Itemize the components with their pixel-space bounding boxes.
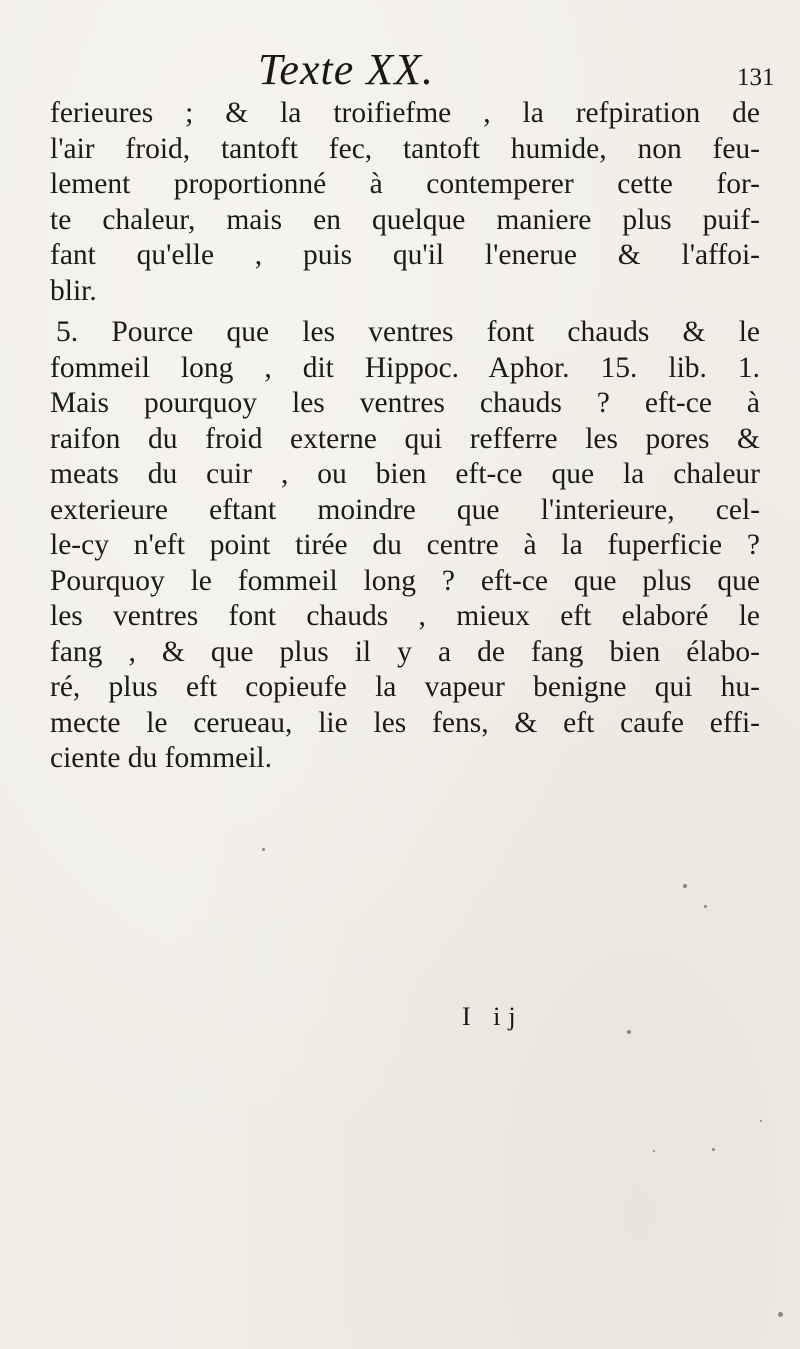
text-line: Pourquoy le fommeil long ? eft-ce que plus que — [50, 564, 760, 597]
paper-speck — [712, 1148, 715, 1151]
paragraph-2 — [50, 315, 760, 777]
text-line: ciente du fommeil. — [50, 742, 272, 774]
paper-speck — [683, 884, 687, 888]
text-line: 5. Pource que les ventres font chauds & le — [56, 316, 760, 348]
text-line: ré, plus eft copieufe la vapeur benigne qui hu- — [50, 671, 760, 703]
paper-speck — [704, 905, 707, 908]
text-line: l'air froid, tantoft fec, tantoft humide, non feu- — [50, 132, 760, 165]
body-text — [50, 96, 760, 777]
paper-speck — [627, 1030, 631, 1034]
text-line: raifon du froid externe qui refferre les pores & — [50, 422, 760, 455]
text-line: fang , & que plus il y a de fang bien élabo- — [50, 635, 760, 668]
text-line: fant qu'elle , puis qu'il l'enerue & l'affoi- — [50, 239, 760, 271]
text-line: lement proportionné à contemperer cette for- — [50, 168, 760, 200]
paper-speck — [262, 848, 265, 851]
page-header — [0, 44, 800, 94]
text-line: exterieure eftant moindre que l'interieure, cel- — [50, 493, 760, 526]
page-number: 131 — [737, 64, 775, 91]
paragraph-1 — [50, 96, 760, 309]
running-title: Texte XX. — [258, 45, 434, 94]
text-line: mecte le cerueau, lie les fens, & eft caufe effi- — [50, 706, 760, 739]
text-line: te chaleur, mais en quelque maniere plus puif- — [50, 203, 760, 236]
paper-speck — [760, 1120, 762, 1122]
signature-mark: I ij — [462, 1002, 524, 1031]
text-line: les ventres font chauds , mieux eft elaboré le — [50, 600, 760, 632]
text-line: ferieures ; & la troifiefme , la refpiration de — [50, 97, 760, 129]
text-line: fommeil long , dit Hippoc. Aphor. 15. lib. 1. — [50, 351, 760, 384]
text-line: le-cy n'eft point tirée du centre à la fuperficie ? — [50, 529, 760, 561]
paper-speck — [778, 1312, 783, 1317]
text-line: blir. — [50, 274, 97, 307]
text-line: Mais pourquoy les ventres chauds ? eft-ce à — [50, 387, 760, 419]
paper-speck — [653, 1150, 655, 1152]
text-line: meats du cuir , ou bien eft-ce que la chaleur — [50, 458, 760, 490]
